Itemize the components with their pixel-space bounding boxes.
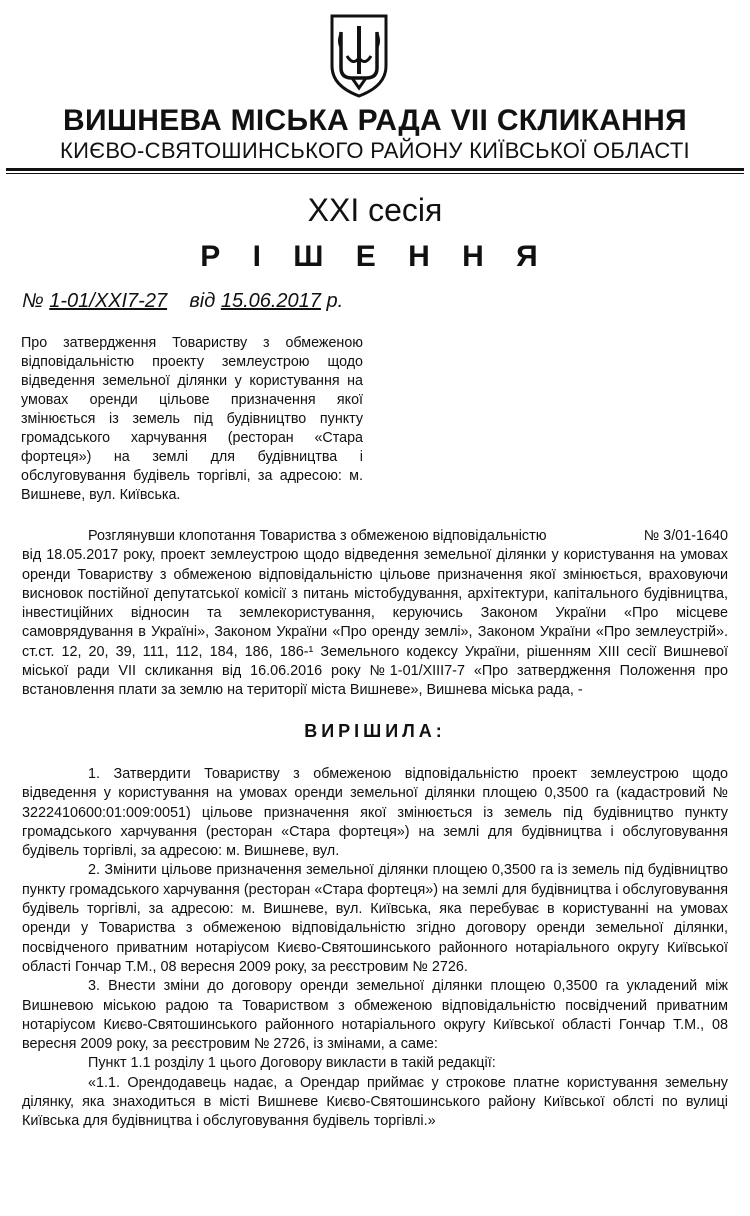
petition-number: № 3/01-1640 xyxy=(643,528,728,544)
preamble xyxy=(22,527,728,701)
decision-subject: Про затвердження Товариству з обмеженою відповідальністю проекту землеустрою щодо відведення земельної ділянки у користування на умовах оренди цільове призначення якої змінюється із земель під будівництво пункту громадського харчування (ресторан «Стара фортеця») на землі для будівництва і обслуговування будівель торгівлі, за адресою: м. Вишневе, вул. Київська. xyxy=(21,335,363,503)
item-3-clause-intro: Пункт 1.1 розділу 1 цього Договору викласти в такій редакції: xyxy=(88,1055,496,1072)
date-suffix: р. xyxy=(326,290,344,312)
item-3: 3. Внести зміни до договору оренди земельної ділянки площею 0,3500 га укладений між Вишневою міською радою та Товариством з обмеженою відповідальністю посвідчений приватним нотаріусом Києво-Святошинського районного нотаріального округу Київської області Гончар Т.М., 08 вересня 2009 року, за реєстровим № 2726, із змінами, а саме: xyxy=(22,978,728,1053)
district-name: КИЄВО-СВЯТОШИНСЬКОГО РАЙОНУ КИЇВСЬКОЇ ОБЛАСТІ xyxy=(60,138,690,163)
item-2: 2. Змінити цільове призначення земельної ділянки площею 0,3500 га із земель під будівництво пункту громадського харчування (ресторан «Стара фортеця») на землі для будівництва і обслуговування будівель торгівлі, за адресою: м. Вишневе, вул. Київська, яка перебуває в користуванні на умовах оренди у Товариства з обмеженою відповідальністю згідно договору оренди земельної ділянки, посвідченого приватним нотаріусом Києво-Святошинського районного нотаріального округу Київської області Гончар Т.М., 08 вересня 2009 року, за реєстровим № 2726. xyxy=(22,862,728,975)
session-title: XXI сесія xyxy=(307,192,443,228)
document-number-line xyxy=(22,290,343,313)
date-prefix: від xyxy=(189,290,216,312)
resolved-heading: ВИРІШИЛА: xyxy=(304,721,446,741)
item-3-clause-text: «1.1. Орендодавець надає, а Орендар приймає у строкове платне користування земельну ділянку, яка знаходиться в місті Вишневе Києво-Святошинського району Київської облсті по вулиці Київська для будівництва і обслуговування будівель торгівлі.» xyxy=(22,1074,728,1130)
council-name: ВИШНЕВА МІСЬКА РАДА VII СКЛИКАННЯ xyxy=(63,104,687,137)
preamble-line1: Розглянувши клопотання Товариства з обмеженою відповідальністю xyxy=(88,528,547,544)
item-1: 1. Затвердити Товариству з обмеженою відповідальністю проект землеустрою щодо відведення у користування на умовах оренди земельної ділянки площею 0,3500 га (кадастровий № 3222410600:01:009:0051) цільове призначення якої змінюється із земель під будівництво пункту громадського харчування (ресторан «Стара фортеця») на землі для будівництва і обслуговування будівель торгівлі, за адресою: м. Вишневе, вул. xyxy=(22,766,728,860)
preamble-text: від 18.05.2017 року, проект землеустрою щодо відведення земельної ділянки у користування на умовах оренди Товариству з обмеженою відповідальністю цільове призначення якої змінюється, враховуючи висновок постійної депутатської комісії з питань містобудування, архітектури, капітального будівництва, інвестиційних відносин та землекористування, керуючись Законом України «Про місцеве самоврядування в Україні», Законом України «Про оренду землі», Законом України «Про землеустрій». ст.ст. 12, 20, 39, 111, 112, 184, 186, 186-¹ Земельного кодексу України, рішенням XIII сесії Вишневої міської ради VII скликання від 16.06.2016 року №1-01/XIII7-7 «Про затвердження Положення про встановлення плати за землю на території міста Вишневе», Вишнева міська рада, - xyxy=(22,547,728,699)
trident-coat-of-arms-icon xyxy=(328,12,390,98)
document-number: 1-01/XXI7-27 xyxy=(49,290,168,312)
number-prefix: № xyxy=(22,290,44,312)
resolution-items xyxy=(22,765,728,1132)
document-date: 15.06.2017 xyxy=(220,290,321,312)
header-divider xyxy=(6,168,744,174)
decision-title: Р І Ш Е Н Н Я xyxy=(200,240,550,273)
